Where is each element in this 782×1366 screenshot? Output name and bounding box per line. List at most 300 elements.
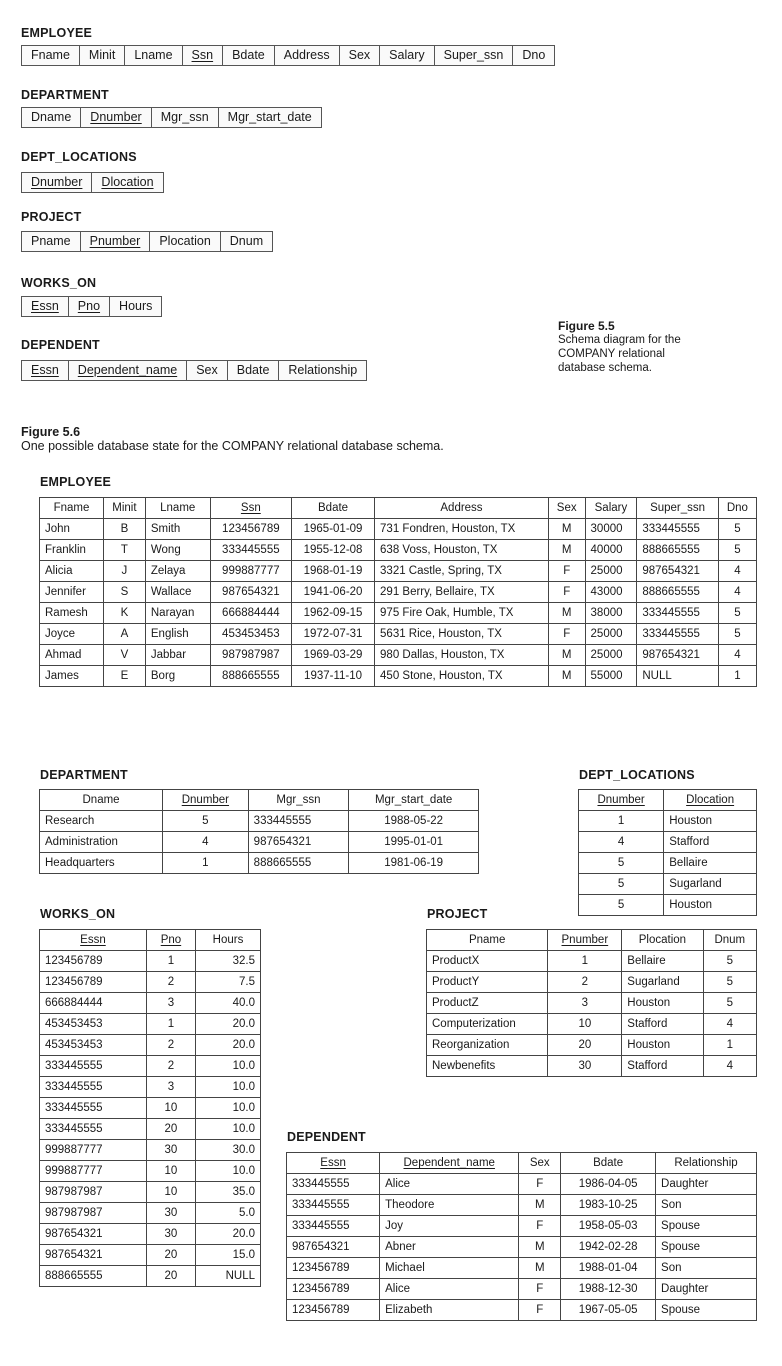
schema-attr-salary: Salary (380, 46, 434, 65)
department-table (39, 789, 479, 874)
column-header-label: Bdate (593, 1157, 624, 1169)
schema-attr-pnumber: Pnumber (81, 232, 151, 251)
table-cell: 888665555 (210, 666, 291, 687)
column-header-mgr-ssn (248, 790, 349, 811)
schema-works-on-title: WORKS_ON (21, 276, 97, 290)
table-row (287, 1300, 757, 1321)
table-cell: ProductX (427, 951, 548, 972)
table-row (40, 1161, 261, 1182)
table-cell: 4 (703, 1056, 756, 1077)
column-header-label: Dnum (714, 934, 746, 946)
table-cell: 30 (146, 1140, 195, 1161)
figure-5-5-line-1: Schema diagram for the (558, 334, 681, 346)
table-cell: ProductY (427, 972, 548, 993)
schema-attr-dependent-name: Dependent_name (69, 361, 187, 380)
column-header-pno (146, 930, 195, 951)
table-cell: Wong (145, 540, 210, 561)
schema-attr-bdate: Bdate (228, 361, 280, 380)
table-cell: 453453453 (210, 624, 291, 645)
table-cell: F (548, 624, 585, 645)
table-cell: 1 (703, 1035, 756, 1056)
table-cell: 20.0 (195, 1035, 260, 1056)
table-cell: 333445555 (248, 811, 349, 832)
table-cell: 5 (579, 853, 664, 874)
table-cell: 30 (146, 1203, 195, 1224)
table-cell: 333445555 (287, 1174, 380, 1195)
column-header-label: Essn (320, 1157, 346, 1169)
column-header-bdate (561, 1153, 656, 1174)
table-cell: 5 (718, 603, 756, 624)
table-cell: 3 (146, 1077, 195, 1098)
column-header-label: Sex (556, 502, 577, 514)
table-cell: Reorganization (427, 1035, 548, 1056)
table-row (579, 832, 757, 853)
table-row (40, 582, 757, 603)
column-header-essn (40, 930, 147, 951)
table-row (40, 993, 261, 1014)
schema-employee-title: EMPLOYEE (21, 26, 93, 40)
table-cell: 123456789 (287, 1258, 380, 1279)
table-cell: 30 (548, 1056, 622, 1077)
table-cell: F (519, 1174, 561, 1195)
table-cell: 666884444 (210, 603, 291, 624)
table-cell: Spouse (656, 1300, 757, 1321)
schema-attr-sex: Sex (340, 46, 381, 65)
table-cell: 3321 Castle, Spring, TX (375, 561, 549, 582)
table-cell: 987654321 (40, 1245, 147, 1266)
table-cell: Computerization (427, 1014, 548, 1035)
table-cell: 40.0 (195, 993, 260, 1014)
table-cell: 123456789 (40, 972, 147, 993)
table-cell: 333445555 (287, 1216, 380, 1237)
table-cell: 333445555 (637, 624, 718, 645)
table-cell: Franklin (40, 540, 104, 561)
table-row (40, 832, 479, 853)
table-row (287, 1258, 757, 1279)
table-cell: M (519, 1258, 561, 1279)
schema-dependent-row (21, 360, 367, 381)
table-cell: 1995-01-01 (349, 832, 479, 853)
table-row (40, 1245, 261, 1266)
table-cell: 1988-12-30 (561, 1279, 656, 1300)
table-row (427, 972, 757, 993)
column-header-label: Salary (594, 502, 628, 514)
table-cell: Abner (380, 1237, 519, 1258)
table-cell: 10 (548, 1014, 622, 1035)
project-table (426, 929, 757, 1077)
column-header-label: Plocation (638, 934, 687, 946)
table-cell: 25000 (585, 561, 637, 582)
column-header-essn (287, 1153, 380, 1174)
table-cell: Administration (40, 832, 163, 853)
column-header-label: Super_ssn (650, 502, 706, 514)
table-cell: English (145, 624, 210, 645)
table-cell: 987987987 (210, 645, 291, 666)
schema-dependent-title: DEPENDENT (21, 338, 100, 352)
table-cell: 1981-06-19 (349, 853, 479, 874)
table-cell: 888665555 (637, 540, 718, 561)
schema-attr-plocation: Plocation (150, 232, 220, 251)
table-cell: 123456789 (40, 951, 147, 972)
column-header-dname (40, 790, 163, 811)
table-row (40, 1035, 261, 1056)
state-dependent-title: DEPENDENT (287, 1130, 366, 1144)
column-header-address (375, 498, 549, 519)
column-header-label: Fname (53, 502, 90, 514)
table-cell: 10.0 (195, 1098, 260, 1119)
schema-dept-locations-title: DEPT_LOCATIONS (21, 150, 137, 164)
schema-attr-lname: Lname (125, 46, 182, 65)
column-header-salary (585, 498, 637, 519)
table-cell: 333445555 (40, 1077, 147, 1098)
table-cell: 888665555 (248, 853, 349, 874)
table-cell: 1988-05-22 (349, 811, 479, 832)
table-cell: M (548, 603, 585, 624)
table-cell: 987987987 (40, 1203, 147, 1224)
table-cell: 10.0 (195, 1077, 260, 1098)
table-cell: V (103, 645, 145, 666)
table-cell: Zelaya (145, 561, 210, 582)
table-cell: 55000 (585, 666, 637, 687)
schema-attr-dnumber: Dnumber (81, 108, 151, 127)
schema-project-row (21, 231, 273, 252)
schema-attr-dlocation: Dlocation (101, 175, 154, 189)
table-row (40, 645, 757, 666)
table-row (40, 624, 757, 645)
table-cell: 5 (718, 519, 756, 540)
column-header-label: Relationship (674, 1157, 738, 1169)
table-row (287, 1174, 757, 1195)
table-cell: 987654321 (40, 1224, 147, 1245)
table-cell: 731 Fondren, Houston, TX (375, 519, 549, 540)
table-cell: 1983-10-25 (561, 1195, 656, 1216)
schema-attr-address: Address (275, 46, 340, 65)
schema-attr-fname: Fname (22, 46, 80, 65)
table-cell: Houston (664, 811, 757, 832)
column-header-relationship (656, 1153, 757, 1174)
table-cell: 4 (163, 832, 249, 853)
table-cell: Bellaire (622, 951, 703, 972)
dependent-table (286, 1152, 757, 1321)
schema-attr-super-ssn: Super_ssn (435, 46, 514, 65)
table-cell: 10 (146, 1182, 195, 1203)
table-cell: 987654321 (248, 832, 349, 853)
table-cell: 123456789 (287, 1279, 380, 1300)
table-cell: 999887777 (210, 561, 291, 582)
table-cell: 987654321 (637, 561, 718, 582)
column-header-dnumber (163, 790, 249, 811)
table-cell: T (103, 540, 145, 561)
table-row (40, 666, 757, 687)
table-cell: 20 (146, 1266, 195, 1287)
table-cell: 35.0 (195, 1182, 260, 1203)
table-cell: Theodore (380, 1195, 519, 1216)
state-works-on-title: WORKS_ON (40, 907, 116, 921)
table-cell: 5 (703, 951, 756, 972)
table-cell: 4 (718, 645, 756, 666)
table-cell: 20.0 (195, 1224, 260, 1245)
schema-attr-pno: Pno (69, 297, 110, 316)
table-cell: 30.0 (195, 1140, 260, 1161)
table-cell: 333445555 (210, 540, 291, 561)
column-header-label: Mgr_start_date (374, 794, 453, 806)
table-cell: Stafford (622, 1056, 703, 1077)
works-on-table (39, 929, 261, 1287)
table-cell: 3 (146, 993, 195, 1014)
table-cell: Alice (380, 1279, 519, 1300)
table-cell: M (548, 540, 585, 561)
table-cell: K (103, 603, 145, 624)
table-cell: 5 (718, 624, 756, 645)
column-header-label: Ssn (240, 502, 261, 514)
table-cell: 4 (579, 832, 664, 853)
table-cell: 888665555 (40, 1266, 147, 1287)
table-cell: 5 (579, 874, 664, 895)
table-cell: 1988-01-04 (561, 1258, 656, 1279)
table-cell: Smith (145, 519, 210, 540)
column-header-label: Dependent_name (403, 1157, 495, 1169)
table-cell: Daughter (656, 1279, 757, 1300)
table-row (40, 540, 757, 561)
table-cell: Son (656, 1195, 757, 1216)
column-header-label: Mgr_ssn (276, 794, 321, 806)
table-row (427, 993, 757, 1014)
table-cell: 10.0 (195, 1119, 260, 1140)
table-row (40, 1182, 261, 1203)
table-cell: 638 Voss, Houston, TX (375, 540, 549, 561)
table-cell: 20.0 (195, 1014, 260, 1035)
table-cell: Headquarters (40, 853, 163, 874)
table-cell: 333445555 (287, 1195, 380, 1216)
table-cell: 5 (703, 993, 756, 1014)
table-row (579, 811, 757, 832)
table-cell: F (519, 1279, 561, 1300)
table-cell: 333445555 (40, 1056, 147, 1077)
table-cell: Michael (380, 1258, 519, 1279)
table-cell: 2 (548, 972, 622, 993)
table-cell: 1968-01-19 (292, 561, 375, 582)
table-cell: 30000 (585, 519, 637, 540)
table-cell: 32.5 (195, 951, 260, 972)
column-header-label: Dnumber (597, 794, 645, 806)
table-row (40, 1056, 261, 1077)
column-header-dependent-name (380, 1153, 519, 1174)
table-header-row (40, 790, 479, 811)
table-cell: John (40, 519, 104, 540)
table-cell: 1958-05-03 (561, 1216, 656, 1237)
table-cell: F (519, 1216, 561, 1237)
table-cell: ProductZ (427, 993, 548, 1014)
table-cell: E (103, 666, 145, 687)
table-cell: J (103, 561, 145, 582)
table-cell: F (548, 561, 585, 582)
column-header-label: Pnumber (561, 934, 609, 946)
table-cell: Ahmad (40, 645, 104, 666)
table-cell: 5 (703, 972, 756, 993)
table-cell: 1969-03-29 (292, 645, 375, 666)
table-cell: 2 (146, 1035, 195, 1056)
table-cell: 999887777 (40, 1140, 147, 1161)
table-cell: Houston (622, 993, 703, 1014)
figure-5-5-line-2: COMPANY relational (558, 348, 665, 360)
table-cell: Houston (664, 895, 757, 916)
schema-attr-hours: Hours (119, 299, 153, 313)
schema-attr-dname: Dname (22, 108, 81, 127)
table-cell: 453453453 (40, 1014, 147, 1035)
table-cell: James (40, 666, 104, 687)
table-cell: 20 (548, 1035, 622, 1056)
table-cell: 1965-01-09 (292, 519, 375, 540)
column-header-label: Address (440, 502, 483, 514)
state-project-title: PROJECT (427, 907, 488, 921)
table-cell: M (548, 666, 585, 687)
schema-attr-essn: Essn (22, 361, 69, 380)
schema-attr-mgr-ssn: Mgr_ssn (152, 108, 219, 127)
table-cell: M (548, 519, 585, 540)
table-row (40, 561, 757, 582)
table-row (40, 1203, 261, 1224)
figure-5-6-label: Figure 5.6 (21, 425, 81, 439)
table-cell: Alice (380, 1174, 519, 1195)
column-header-sex (519, 1153, 561, 1174)
table-cell: 40000 (585, 540, 637, 561)
table-cell: Ramesh (40, 603, 104, 624)
table-cell: Jennifer (40, 582, 104, 603)
table-cell: 1 (163, 853, 249, 874)
column-header-dnum (703, 930, 756, 951)
column-header-label: Dnumber (181, 794, 230, 806)
schema-attr-mgr-start-date: Mgr_start_date (227, 110, 312, 124)
table-header-row (40, 498, 757, 519)
table-cell: F (548, 582, 585, 603)
table-cell: 888665555 (637, 582, 718, 603)
table-row (40, 1224, 261, 1245)
schema-dept-locations-row (21, 172, 164, 193)
column-header-label: Essn (80, 934, 106, 946)
column-header-label: Pno (160, 934, 182, 946)
schema-attr-dno: Dno (522, 48, 546, 62)
column-header-dnumber (579, 790, 664, 811)
table-cell: 1955-12-08 (292, 540, 375, 561)
table-row (427, 1035, 757, 1056)
table-cell: 1937-11-10 (292, 666, 375, 687)
table-row (40, 853, 479, 874)
figure-5-5-label: Figure 5.5 (558, 319, 615, 333)
table-header-row (287, 1153, 757, 1174)
column-header-pname (427, 930, 548, 951)
table-cell: NULL (637, 666, 718, 687)
table-cell: Houston (622, 1035, 703, 1056)
schema-attr-ssn: Ssn (183, 46, 224, 65)
schema-works-on-row (21, 296, 162, 317)
table-cell: 453453453 (40, 1035, 147, 1056)
table-cell: 10.0 (195, 1161, 260, 1182)
table-cell: 333445555 (40, 1098, 147, 1119)
column-header-label: Dlocation (686, 794, 735, 806)
figure-5-6-text: One possible database state for the COMPANY relational database schema. (21, 439, 444, 453)
table-header-row (427, 930, 757, 951)
table-cell: Daughter (656, 1174, 757, 1195)
table-cell: 2 (146, 972, 195, 993)
table-cell: Wallace (145, 582, 210, 603)
table-cell: 1 (548, 951, 622, 972)
figure-5-5-line-3: database schema. (558, 362, 652, 374)
table-row (579, 895, 757, 916)
table-header-row (579, 790, 757, 811)
table-cell: 1 (146, 951, 195, 972)
table-cell: F (519, 1300, 561, 1321)
table-cell: 1941-06-20 (292, 582, 375, 603)
table-row (40, 603, 757, 624)
table-cell: 999887777 (40, 1161, 147, 1182)
column-header-pnumber (548, 930, 622, 951)
table-cell: 4 (703, 1014, 756, 1035)
column-header-label: Sex (529, 1157, 550, 1169)
table-cell: 25000 (585, 624, 637, 645)
table-cell: 10.0 (195, 1056, 260, 1077)
schema-attr-sex: Sex (187, 361, 228, 380)
column-header-label: Minit (112, 502, 137, 514)
table-cell: M (519, 1195, 561, 1216)
schema-attr-dnumber: Dnumber (22, 173, 92, 192)
table-cell: M (548, 645, 585, 666)
schema-attr-minit: Minit (80, 46, 125, 65)
table-cell: 5 (579, 895, 664, 916)
table-cell: 10 (146, 1161, 195, 1182)
table-cell: 987987987 (40, 1182, 147, 1203)
table-row (287, 1279, 757, 1300)
column-header-mgr-start-date (349, 790, 479, 811)
column-header-label: Dno (726, 502, 748, 514)
employee-table (39, 497, 757, 687)
table-cell: 3 (548, 993, 622, 1014)
column-header-hours (195, 930, 260, 951)
table-cell: 333445555 (637, 519, 718, 540)
table-row (427, 951, 757, 972)
table-cell: Narayan (145, 603, 210, 624)
schema-attr-essn: Essn (22, 297, 69, 316)
column-header-label: Bdate (318, 502, 349, 514)
table-cell: 5.0 (195, 1203, 260, 1224)
table-cell: Spouse (656, 1216, 757, 1237)
table-cell: Son (656, 1258, 757, 1279)
schema-attr-dnum: Dnum (229, 234, 264, 248)
column-header-fname (40, 498, 104, 519)
schema-attr-bdate: Bdate (223, 46, 275, 65)
column-header-bdate (292, 498, 375, 519)
table-row (287, 1195, 757, 1216)
table-cell: 20 (146, 1245, 195, 1266)
table-cell: 5 (163, 811, 249, 832)
table-cell: 975 Fire Oak, Humble, TX (375, 603, 549, 624)
table-row (579, 874, 757, 895)
table-cell: 123456789 (210, 519, 291, 540)
table-cell: 333445555 (40, 1119, 147, 1140)
table-cell: Research (40, 811, 163, 832)
column-header-dlocation (664, 790, 757, 811)
table-cell: 1967-05-05 (561, 1300, 656, 1321)
column-header-label: Dname (82, 794, 120, 806)
table-row (40, 1077, 261, 1098)
table-cell: Joyce (40, 624, 104, 645)
table-cell: 20 (146, 1119, 195, 1140)
table-cell: Bellaire (664, 853, 757, 874)
table-cell: 38000 (585, 603, 637, 624)
table-cell: Newbenefits (427, 1056, 548, 1077)
schema-attr-pname: Pname (22, 232, 81, 251)
table-cell: 987654321 (287, 1237, 380, 1258)
table-cell: 123456789 (287, 1300, 380, 1321)
